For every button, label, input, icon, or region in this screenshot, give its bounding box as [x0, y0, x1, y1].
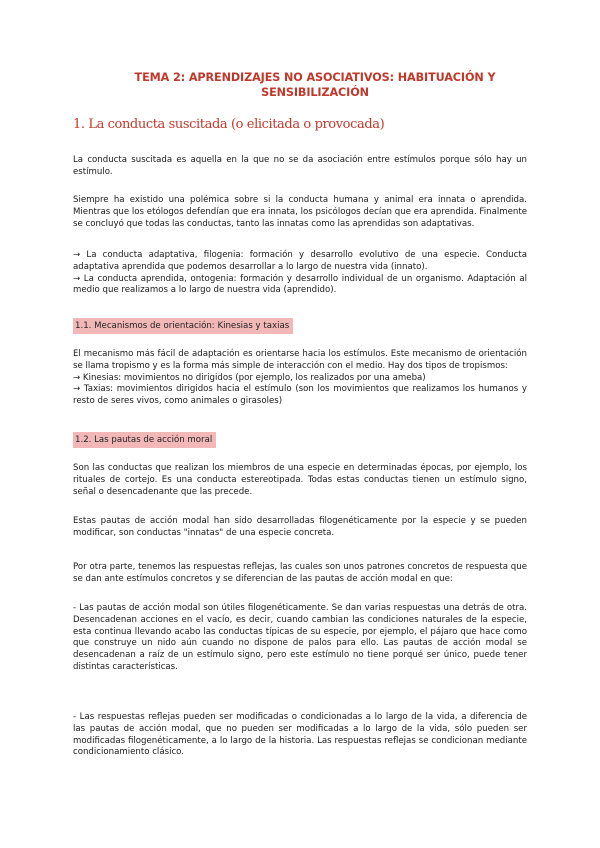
section-1-2-paragraph-4: - Las pautas de acción modal son útiles filogenéticamente. Se dan varias respuestas una detrás de otra. Desencadenan acciones en el vacío, es decir, cuando cambian las condiciones naturales de la especie, esta continua llevando acabo las conductas típicas de su especie, por ejemplo, el pájaro que hace como que construye un nido aún cuando no dispone de palos para ello. Las pautas de acción modal se desencadenan a raíz de un estímulo signo, pero este estímulo no tiene porqué ser único, puede tener distintas características.	[73, 603, 527, 672]
section-1-paragraph-2: Siempre ha existido una polémica sobre si la conducta humana y animal era innata o aprendida. Mientras que los etólogos defendían que era innata, los psicólogos decían que era aprendida. Finalmente se concluyó que todas las conductas, tanto las innatas como las aprendidas son adaptativas.	[73, 195, 527, 229]
kinesias-line: → Kinesias: movimientos no dirigidos (por ejemplo, los realizados por una ameba)	[73, 372, 426, 383]
section-1-2-paragraph-3: Por otra parte, tenemos las respuestas reflejas, las cuales son unos patrones concretos de respuesta que se dan ante estímulos concretos y se diferencian de las pautas de acción modal en que:	[73, 562, 527, 584]
tropismo-text: El mecanismo más fácil de adaptación es orientarse hacia los estímulos. Este mecanismo de orientación se llama tropismo y es la forma más simple de interacción con el medio. Hay dos tipos de tropismos:	[73, 349, 527, 371]
filogenia-line: → La conducta adaptativa, filogenia: formación y desarrollo evolutivo de una especie. Conducta adaptativa aprendida que podemos desarrollar a lo largo de nuestra vida (innato).	[73, 250, 527, 272]
section-1-2-paragraph-5: - Las respuestas reflejas pueden ser modificadas o condicionadas a lo largo de la vida, a diferencia de las pautas de acción modal, que no pueden ser modificadas a lo largo de la vida, sólo pueden ser modificadas filogenéticamente, a lo largo de la historia. Las respuestas reflejas se condicionan mediante condicionamiento clásico.	[73, 712, 527, 758]
section-1-1-heading: 1.1. Mecanismos de orientación: Kinesias y taxias	[73, 318, 293, 334]
document-title: TEMA 2: APRENDIZAJES NO ASOCIATIVOS: HABITUACIÓN Y SENSIBILIZACIÓN	[134, 71, 496, 99]
section-1-2-paragraph-2: Estas pautas de acción modal han sido desarrolladas filogenéticamente por la especie y se pueden modificar, son conductas "innatas" de una especie concreta.	[73, 516, 527, 538]
section-1-2-paragraph-1: Son las conductas que realizan los miembros de una especie en determinadas épocas, por ejemplo, los rituales de cortejo. Es una conducta estereotipada. Todas estas conductas tienen un estímulo signo, señal o desencadenante que las precede.	[73, 463, 527, 497]
section-1-heading: 1. La conducta suscitada (o elicitada o provocada)	[73, 117, 385, 132]
ontogenia-line: → La conducta aprendida, ontogenia: formación y desarrollo individual de un organismo. Adaptación al medio que realizamos a lo largo de nuestra vida (aprendido).	[73, 273, 527, 296]
section-1-paragraph-3	[73, 250, 527, 297]
section-1-1-paragraph	[73, 349, 527, 408]
section-1-paragraph-1: La conducta suscitada es aquella en la que no se da asociación entre estímulos porque sólo hay un estímulo.	[73, 155, 527, 177]
taxias-line: → Taxias: movimientos dirigidos hacia el estímulo (son los movimientos que realizamos los humanos y resto de seres vivos, como animales o girasoles)	[73, 384, 527, 407]
section-1-2-heading: 1.2. Las pautas de acción moral	[73, 432, 216, 448]
